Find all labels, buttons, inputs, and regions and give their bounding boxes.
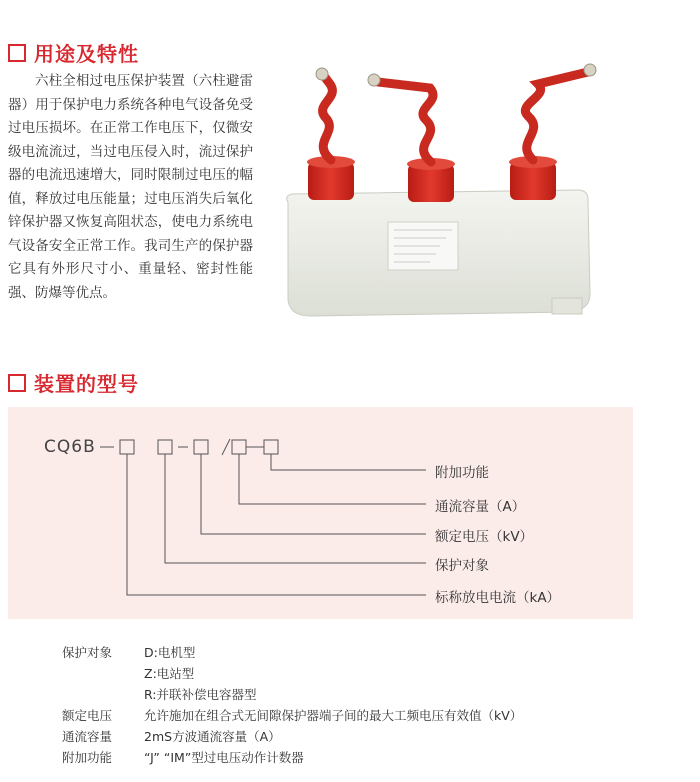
desc-value: Z:电站型 [144,666,195,681]
desc-row [62,705,522,726]
diagram-label-flow-capacity: 通流容量（A） [435,499,526,515]
square-bullet-icon [8,374,26,392]
product-photo [270,62,600,330]
model-diagram-panel [8,407,633,619]
desc-key: 通流容量 [62,729,113,744]
section-title-model: 装置的型号 [34,372,139,396]
desc-key [62,663,144,684]
desc-key: 额定电压 [62,708,113,723]
desc-value: “J” “IM”型过电压动作计数器 [144,750,304,765]
section-header-usage [8,38,139,67]
parameter-descriptions [62,642,522,768]
section-header-model [8,368,139,397]
desc-value: R:并联补偿电容器型 [144,687,257,702]
diagram-label-protected-object: 保护对象 [435,558,489,574]
desc-value: 允许施加在组合式无间隙保护器端子间的最大工频电压有效值（kV） [144,708,523,723]
diagram-label-discharge-current: 标称放电电流（kA） [435,590,561,606]
desc-row [62,747,522,768]
desc-row [62,684,522,705]
square-bullet-icon [8,44,26,62]
desc-key: 保护对象 [62,645,113,660]
desc-row [62,642,522,663]
desc-key: 附加功能 [62,750,113,765]
desc-value: 2mS方波通流容量（A） [144,729,281,744]
desc-value: D:电机型 [144,645,196,660]
diagram-label-additional: 附加功能 [435,465,489,481]
desc-row [62,663,522,684]
section-title-usage: 用途及特性 [34,42,139,66]
intro-paragraph: 六柱全相过电压保护装置（六柱避雷器）用于保护电力系统各种电气设备免受过电压损坏。在正常工作电压下，仅微安级电流流过，当过电压侵入时，流过保护器的电流迅速增大，同时限制过电压的幅值，释放过电压能量；过电压消失后氧化锌保护器又恢复高阻状态，使电力系统电气设备安全正常工作。我司生产的保护器它具有外形尺寸小、重量轻、密封性能强、防爆等优点。 [8,73,253,301]
diagram-label-rated-voltage: 额定电压（kV） [435,529,534,545]
desc-key [62,684,144,705]
model-code: CQ6B [44,437,96,457]
desc-row [62,726,522,747]
